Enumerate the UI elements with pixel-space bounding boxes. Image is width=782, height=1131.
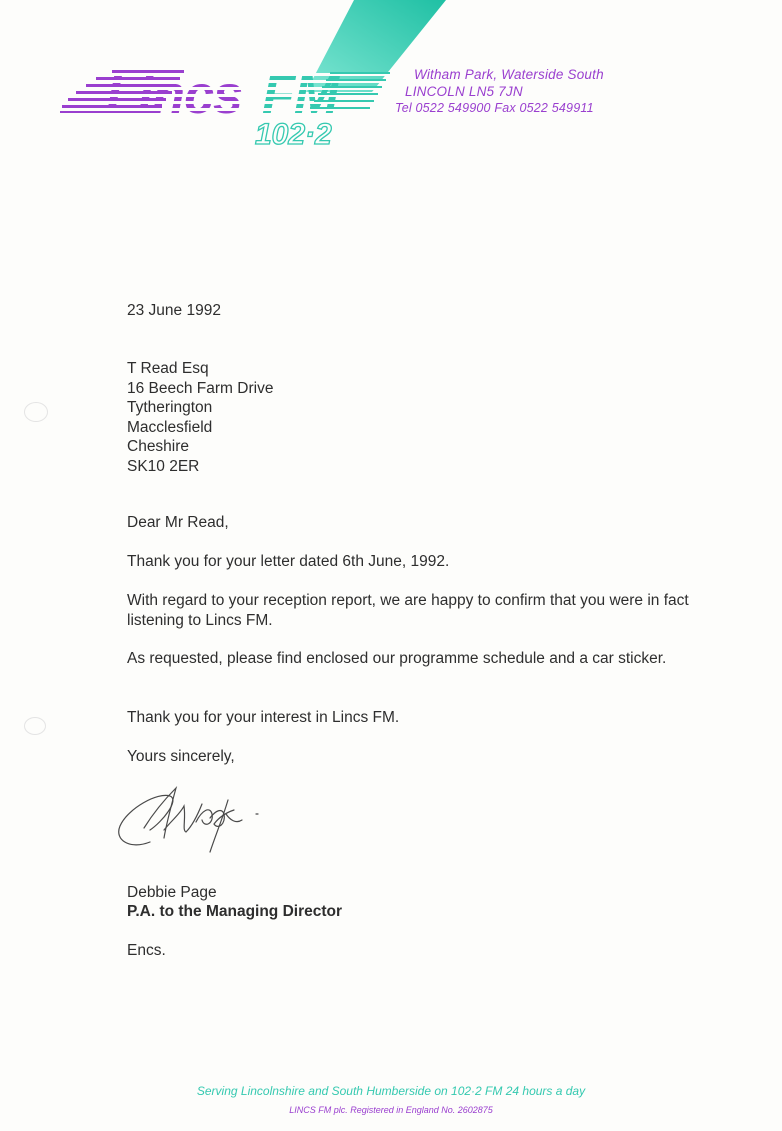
enclosures-note: Encs. xyxy=(127,942,166,959)
punch-hole-mark xyxy=(24,717,46,735)
recipient-line: Tytherington xyxy=(127,399,213,416)
body-paragraph: With regard to your reception report, we are happy to confirm that you were in fact listening to Lincs FM. xyxy=(127,592,689,629)
recipient-line: Macclesfield xyxy=(127,418,213,436)
body-paragraph: Thank you for your interest in Lincs FM. xyxy=(127,709,400,726)
recipient-line: T Read Esq xyxy=(127,360,209,377)
recipient-line: SK10 2ER xyxy=(127,457,200,475)
letterhead-address-line1: Witham Park, Waterside South xyxy=(414,67,604,82)
letter-date: 23 June 1992 xyxy=(127,302,221,319)
signatory-title: P.A. to the Managing Director xyxy=(127,903,343,920)
footer-registration: LINCS FM plc. Registered in England No. 2602875 xyxy=(289,1105,493,1115)
handwritten-signature xyxy=(110,770,270,860)
punch-hole-mark xyxy=(24,402,48,422)
lincs-fm-logo xyxy=(0,0,782,160)
signatory-name: Debbie Page xyxy=(127,884,217,901)
letterhead-address-line2: LINCOLN LN5 7JN xyxy=(405,84,523,99)
salutation: Dear Mr Read, xyxy=(127,514,229,531)
recipient-line: 16 Beech Farm Drive xyxy=(127,379,274,397)
logo-frequency: 102·2 xyxy=(255,118,332,151)
body-paragraph: As requested, please find enclosed our programme schedule and a car sticker. xyxy=(127,650,667,667)
recipient-line: Cheshire xyxy=(127,438,190,455)
letterhead-contact: Tel 0522 549900 Fax 0522 549911 xyxy=(395,101,594,115)
closing: Yours sincerely, xyxy=(127,748,235,765)
body-paragraph: Thank you for your letter dated 6th June, 1992. xyxy=(127,553,450,570)
recipient-address xyxy=(127,359,273,476)
footer-tagline: Serving Lincolnshire and South Humberside on 102·2 FM 24 hours a day xyxy=(196,1084,586,1098)
